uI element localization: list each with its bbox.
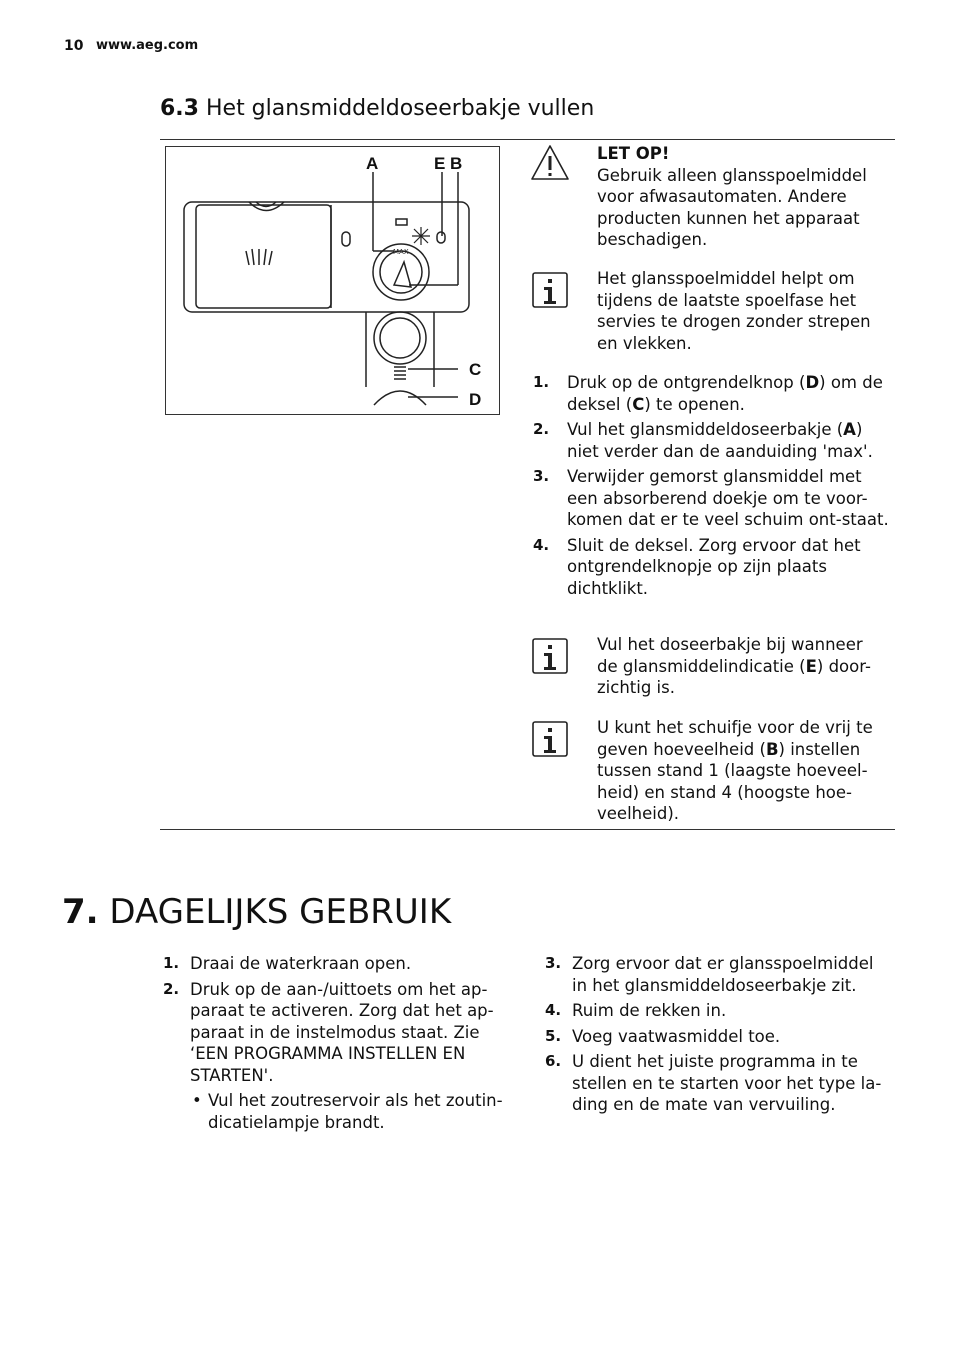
warning-icon [530,143,570,183]
step-number: 4. [545,1001,562,1019]
dispenser-illustration [165,146,500,415]
list-item [530,419,890,462]
step-number: 1. [533,373,550,391]
bullet-item [190,1090,510,1133]
info-note [530,717,890,827]
step-text-part: Vul het glansmiddeldoseerbakje ( [567,420,844,439]
list-item [542,953,892,996]
list-item [160,953,510,975]
list-item [542,1026,892,1048]
bullet-dot: • [192,1091,202,1110]
step-number: 2. [533,420,550,438]
step-text-bold: A [843,420,856,439]
warning-body: Gebruik alleen glansspoelmiddel voor afwasautomaten. Andere producten kunnen het apparaat beschadigen. [597,165,867,249]
section-title-text: Het glansmiddeldoseerbakje vullen [205,96,595,121]
step-number: 6. [545,1052,562,1070]
step-number: 3. [533,467,550,485]
step-text: Verwijder gemorst glansmiddel met een absorberend doekje om te voor-komen dat er te veel schuim ont-staat. [567,467,889,529]
step-text: Draai de waterkraan open. [190,954,412,973]
info-text [597,717,887,825]
warning-note [530,143,890,253]
step-text: Druk op de aan-/uittoets om het ap-paraat te activeren. Zorg dat het ap-paraat in de instelmodus staat. Zie ‘EEN PROGRAMMA INSTELLEN EN STARTEN'. [190,979,494,1085]
step-text: Ruim de rekken in. [572,1001,727,1020]
warning-text [597,143,887,251]
bullet-text: Vul het zoutreservoir als het zoutin-dicatielampje brandt. [208,1091,503,1132]
section-title [160,96,594,121]
max-label: MAX [393,248,409,256]
list-item [530,535,890,600]
label-c: C [469,360,482,379]
top-divider [160,139,895,140]
website-url: www.aeg.com [96,38,199,53]
step-text-bold: D [805,373,820,392]
dispenser-drawing [166,147,501,416]
list-item [530,372,890,415]
info-text-bold: E [805,656,817,676]
section-number: 6.3 [160,96,199,121]
step-text-part: ) niet verder dan de aanduiding 'max'. [567,420,873,461]
step-number: 5. [545,1026,562,1045]
label-a: A [366,154,379,173]
step-number: 3. [545,954,562,972]
step-number: 4. [533,535,550,554]
step-text: Voeg vaatwasmiddel toe. [572,1026,781,1046]
step-text: U dient het juiste programma in te stellen en te starten voor het type la-ding en de mate van vervuiling. [572,1052,882,1114]
chapter-title [62,892,451,932]
list-item [542,1051,892,1116]
chapter-title-text: DAGELIJKS GEBRUIK [109,892,452,932]
info-text-part: ) door-zichtig is. [597,656,871,697]
step-text: Zorg ervoor dat er glansspoelmiddel in het glansmiddeldoseerbakje zit. [572,954,874,995]
info-text: Het glansspoelmiddel helpt om tijdens de laatste spoelfase het servies te drogen zonder strepen en vlekken. [597,269,871,353]
info-text [597,634,887,699]
step-text-part: ) om de deksel ( [567,373,883,414]
step-number: 2. [163,979,180,998]
label-d: D [469,390,482,409]
label-e-b: E B [434,154,463,173]
bottom-divider [160,829,895,830]
step-text: Sluit de deksel. Zorg ervoor dat het ontgrendelknopje op zijn plaats dichtklikt. [567,535,861,598]
info-text-part: Vul het doseerbakje bij wanneer de glansmiddelindicatie ( [597,635,863,676]
info-note [530,268,890,358]
info-text-bold: B [765,739,779,759]
info-note [530,634,890,704]
step-text [567,372,890,415]
step-number: 1. [163,954,180,972]
step-text-part: Druk op de ontgrendelknop ( [567,373,806,392]
step-text-part: ) te openen. [644,394,745,414]
info-icon [530,636,570,676]
warning-heading: LET OP! [597,144,670,163]
page-number: 10 [64,38,84,54]
info-icon [530,719,570,759]
step-text [567,419,890,462]
list-item [542,1000,892,1022]
fill-steps-list [530,372,890,603]
list-item [160,979,510,1087]
chapter-number: 7. [62,892,99,932]
list-item [530,466,890,531]
info-icon [530,270,570,310]
info-text-part: U kunt het schuifje voor de vrij te geven hoeveelheid ( [597,718,873,759]
daily-steps-right [542,953,892,1120]
info-text-part: ) instellen tussen stand 1 (laagste hoeveel-heid) en stand 4 (hoogste hoe-veelheid). [597,739,868,823]
step-text-bold: C [632,394,645,414]
daily-steps-left [160,953,510,1133]
